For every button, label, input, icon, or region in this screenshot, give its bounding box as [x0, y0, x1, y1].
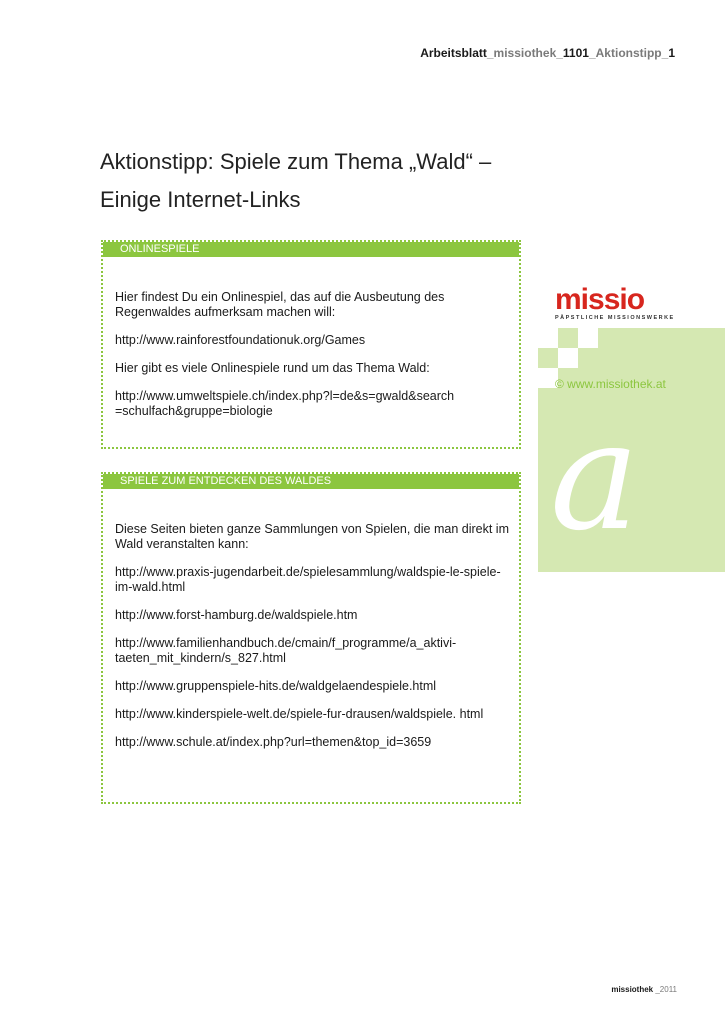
- waldspiele-body: [103, 489, 519, 750]
- page-footer: [611, 985, 677, 994]
- box2-link[interactable]: http://www.kinderspiele-welt.de/spiele-fur-drausen/waldspiele. html: [115, 707, 484, 721]
- missiothek-link[interactable]: © www.missiothek.at: [555, 377, 666, 391]
- big-letter: a: [550, 436, 640, 564]
- header-part5: 1: [668, 46, 675, 60]
- box2-link[interactable]: http://www.forst-hamburg.de/waldspiele.htm: [115, 608, 358, 622]
- missio-logo: [555, 283, 675, 321]
- box2-link[interactable]: http://www.schule.at/index.php?url=themen&top_id=3659: [115, 735, 432, 749]
- onlinespiele-heading: ONLINESPIELE: [103, 242, 519, 257]
- header-part1: Arbeitsblatt: [420, 46, 487, 60]
- header-part3: 1101: [562, 46, 589, 60]
- onlinespiele-body: [103, 257, 519, 419]
- header-part2: _missiothek_: [486, 46, 563, 60]
- footer-left: missiothek: [611, 985, 654, 994]
- box2-link[interactable]: http://www.familienhandbuch.de/cmain/f_programme/a_aktivi-taeten_mit_kindern/s_827.html: [115, 636, 457, 665]
- big-letter-a: [538, 436, 725, 572]
- checker-square: [538, 328, 558, 348]
- worksheet-header: [420, 46, 675, 60]
- logo-word: missio: [555, 283, 645, 316]
- box1-link[interactable]: http://www.umweltspiele.ch/index.php?l=de&s=gwald&search =schulfach&gruppe=biologie: [115, 389, 455, 418]
- logo-subtitle: PÄPSTLICHE MISSIONSWERKE: [555, 315, 675, 321]
- header-part4: _Aktionstipp_: [588, 46, 669, 60]
- box2-link[interactable]: http://www.gruppenspiele-hits.de/waldgelaendespiele.html: [115, 679, 437, 693]
- onlinespiele-box: [101, 240, 521, 449]
- box1-text: Hier gibt es viele Onlinespiele rund um das Thema Wald:: [115, 361, 430, 375]
- waldspiele-heading: SPIELE ZUM ENTDECKEN DES WALDES: [103, 474, 519, 489]
- checker-square: [558, 348, 578, 368]
- checker-square: [578, 328, 598, 348]
- waldspiele-box: [101, 472, 521, 804]
- box2-link[interactable]: http://www.praxis-jugendarbeit.de/spielesammlung/waldspie-le-spiele-im-wald.html: [115, 565, 501, 594]
- box2-intro: Diese Seiten bieten ganze Sammlungen von Spielen, die man direkt im Wald veranstalten kann:: [115, 522, 509, 551]
- page-title: [100, 143, 540, 219]
- box1-link[interactable]: http://www.rainforestfoundationuk.org/Games: [115, 333, 366, 347]
- title-line2: Einige Internet-Links: [100, 187, 301, 212]
- box1-intro: Hier findest Du ein Onlinespiel, das auf die Ausbeutung des Regenwaldes aufmerksam machen will:: [115, 290, 445, 319]
- title-line1: Aktionstipp: Spiele zum Thema „Wald“ –: [100, 149, 492, 174]
- footer-right: _2011: [653, 985, 677, 994]
